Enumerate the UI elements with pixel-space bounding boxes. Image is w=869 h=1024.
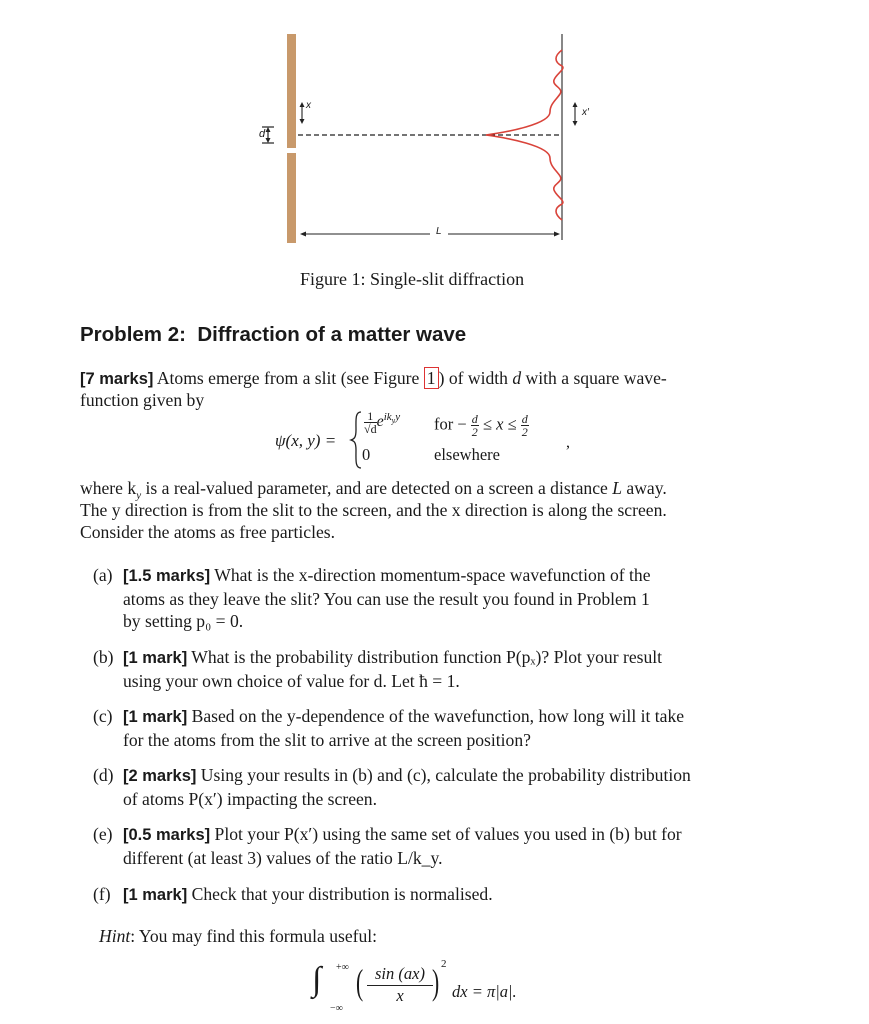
intro-text-3: with a square wave-: [521, 368, 667, 388]
where-text-1: where k: [80, 478, 137, 498]
right-paren: ): [432, 962, 440, 1002]
figure-reference-link[interactable]: 1: [424, 367, 439, 389]
where-text-3: away.: [622, 478, 667, 498]
figure-label-d: d: [259, 128, 266, 140]
where-line-3: Consider the atoms as free particles.: [80, 522, 336, 542]
equation-case-1-condition: [434, 413, 529, 438]
hint-fraction-num: sin (ax): [367, 964, 433, 986]
question-line-2: different (at least 3) values of the ratio L/k_y.: [123, 847, 443, 868]
slit-wall-top: [287, 34, 296, 148]
where-line-2: The y direction is from the slit to the screen, and the x direction is along the screen.: [80, 500, 667, 520]
eq-cond-two2: 2: [521, 425, 528, 439]
equation-case-2-value: 0: [362, 445, 371, 464]
question-label: (b): [93, 647, 114, 667]
eq-cond-two1: 2: [471, 425, 478, 439]
question-line-1: What is the x-direction momentum-space wavefunction of the: [210, 565, 651, 585]
where-text-2: is a real-valued parameter, and are detected on a screen a distance: [141, 478, 613, 498]
eq-cond-d2: d: [521, 412, 528, 426]
question-marks: [2 marks]: [123, 767, 197, 785]
eq-frac-num: 1: [364, 410, 377, 423]
diffraction-figure: [250, 28, 580, 248]
eq-exp-base: e: [376, 413, 384, 431]
question-marks: [1 mark]: [123, 886, 188, 904]
eq-exp-sup2: y: [395, 410, 401, 423]
left-paren: (: [356, 962, 364, 1002]
where-L: L: [612, 478, 623, 498]
question-a: [93, 564, 773, 631]
hint-fraction: [367, 964, 433, 1006]
question-marks: [1 mark]: [123, 708, 188, 726]
eq-cond-middle: ≤ x ≤: [482, 414, 517, 434]
question-f: [93, 883, 773, 906]
question-line-1: Plot your P(x′) using the same set of values you used in (b) but for: [210, 824, 682, 844]
question-label: (f): [93, 884, 111, 904]
eq-exp-sub: y: [391, 416, 396, 426]
question-line-3: by setting p₀ = 0.: [123, 611, 244, 631]
question-marks: [1.5 marks]: [123, 567, 211, 585]
integral-upper-limit: +∞: [336, 962, 349, 973]
where-sub: y: [136, 489, 142, 502]
equation-case-1-value: [364, 410, 400, 435]
equation-comma: ,: [566, 434, 570, 451]
question-line-2: using your own choice of value for d. Let ħ = 1.: [123, 670, 460, 691]
question-c: [93, 705, 773, 750]
eq-cond-d1: d: [471, 412, 478, 426]
question-e: [93, 823, 773, 868]
integral-sign: ∫: [312, 961, 322, 998]
intro-var-d: d: [512, 368, 522, 388]
slit-wall-bottom: [287, 153, 296, 243]
question-line-2: for the atoms from the slit to arrive at the screen position?: [123, 729, 531, 750]
hint-line: [99, 925, 377, 948]
question-label: (d): [93, 765, 114, 785]
question-label: (e): [93, 824, 113, 844]
question-line-2: atoms as they leave the slit? You can use the result you found in Problem 1: [123, 588, 650, 609]
question-label: (c): [93, 706, 113, 726]
hint-fraction-den: x: [396, 986, 404, 1005]
hint-label: Hint: [99, 926, 131, 946]
question-b: [93, 646, 773, 691]
hint-rhs: dx = π|a|.: [452, 982, 517, 1001]
eq-frac-den: √d: [364, 422, 377, 436]
question-line-1: Check that your distribution is normalised.: [187, 884, 493, 904]
hint-power: 2: [441, 958, 447, 970]
figure-label-L: L: [436, 226, 442, 237]
question-d: [93, 764, 773, 809]
problem-intro: [80, 367, 780, 391]
equation-case-2-condition: elsewhere: [434, 445, 500, 464]
question-line-1: What is the probability distribution function P(pₓ)? Plot your result: [187, 647, 663, 667]
figure-label-x: x: [306, 100, 311, 111]
question-line-1: Using your results in (b) and (c), calculate the probability distribution: [196, 765, 691, 785]
problem-title: Problem 2: Diffraction of a matter wave: [80, 323, 467, 346]
equation-brace: [349, 410, 363, 470]
intro-text-2: ) of width: [438, 368, 513, 388]
question-line-1: Based on the y-dependence of the wavefunction, how long will it take: [187, 706, 685, 726]
intro-line-2: function given by: [80, 390, 205, 410]
intro-text-1: Atoms emerge from a slit (see Figure: [156, 368, 424, 388]
question-label: (a): [93, 565, 113, 585]
question-marks: [1 mark]: [123, 649, 188, 667]
question-marks: [0.5 marks]: [123, 826, 211, 844]
eq-exp-sup: ik: [383, 410, 392, 423]
integral-lower-limit: −∞: [330, 1003, 343, 1014]
equation-lhs: ψ(x, y) =: [275, 431, 337, 450]
figure-caption: Figure 1: Single-slit diffraction: [300, 269, 525, 289]
hint-text: : You may find this formula useful:: [130, 926, 378, 946]
question-line-2: of atoms P(x′) impacting the screen.: [123, 788, 378, 809]
figure-label-xprime: x′: [582, 107, 589, 118]
problem-marks: [7 marks]: [80, 370, 154, 388]
eq-cond-for: for −: [434, 414, 467, 434]
